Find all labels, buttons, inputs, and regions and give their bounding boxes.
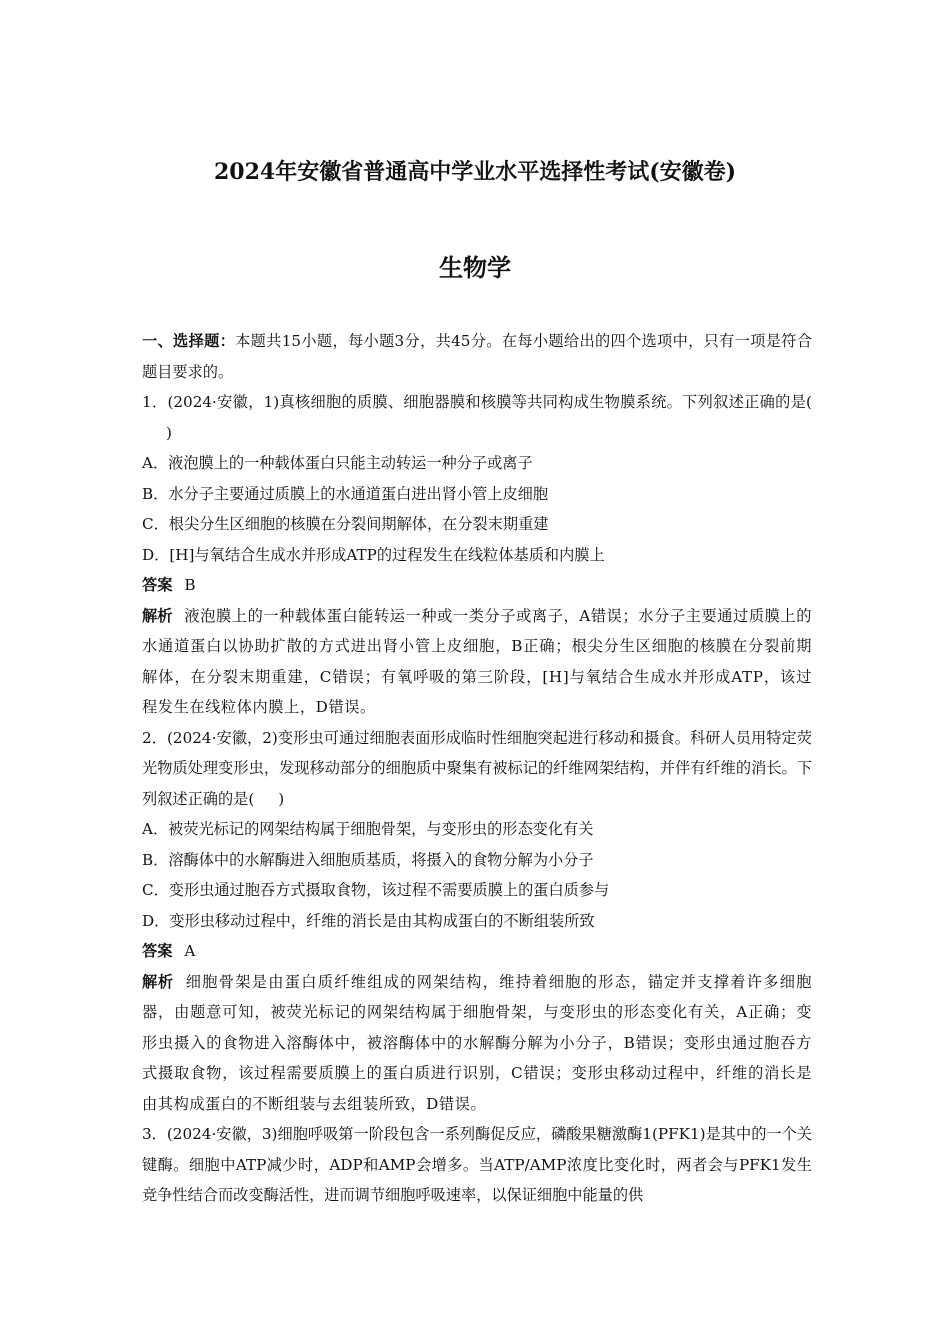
explanation-label: 解析 xyxy=(142,606,173,625)
answer-label: 答案 xyxy=(142,942,173,960)
explanation-label: 解析 xyxy=(142,972,174,991)
explanation-text: 液泡膜上的一种载体蛋白能转运一种或一类分子或离子，A错误；水分子主要通过质膜上的水通道蛋白以协助扩散的方式进出肾小管上皮细胞，B正确；根尖分生区细胞的核膜在分裂前期解体，在分裂末期重建，C错误；有氧呼吸的第三阶段，[H]与氧结合生成水并形成ATP，该过程发生在线粒体内膜上，D错误。 xyxy=(142,606,813,716)
answer-line xyxy=(142,936,812,967)
question-3 xyxy=(142,1119,812,1211)
option-b: B．溶酶体中的水解酶进入细胞质基质，将摄入的食物分解为小分子 xyxy=(142,850,594,869)
option-b: B．水分子主要通过质膜上的水通道蛋白进出肾小管上皮细胞 xyxy=(142,484,549,503)
section-heading xyxy=(142,326,812,387)
option-c: C．变形虫通过胞吞方式摄取食物，该过程不需要质膜上的蛋白质参与 xyxy=(142,881,610,899)
question-2 xyxy=(142,723,812,1120)
explanation xyxy=(142,967,812,1120)
option-c: C．根尖分生区细胞的核膜在分裂间期解体，在分裂末期重建 xyxy=(142,515,549,533)
subject-title: 生物学 xyxy=(439,253,511,282)
answer-label: 答案 xyxy=(142,576,173,594)
option-a: A．液泡膜上的一种载体蛋白只能主动转运一种分子或离子 xyxy=(142,454,533,472)
option-a: A．被荧光标记的网架结构属于细胞骨架，与变形虫的形态变化有关 xyxy=(142,820,594,838)
question-stem: 2．(2024·安徽，2)变形虫可通过细胞表面形成临时性细胞突起进行移动和摄食。科研人员用特定荧光物质处理变形虫，发现移动部分的细胞质中聚集有被标记的纤维网架结构，并伴有纤维的消长。下列叙述正确的是( ) xyxy=(142,728,812,808)
answer-value: A xyxy=(184,942,196,960)
answer-line xyxy=(142,570,812,601)
question-1 xyxy=(142,387,812,723)
answer-value: B xyxy=(184,576,196,594)
section-label: 一、选择题： xyxy=(142,332,236,350)
section-instructions: 本题共15小题，每小题3分，共45分。在每小题给出的四个选项中，只有一项是符合题目要求的。 xyxy=(142,332,812,381)
explanation xyxy=(142,601,812,723)
question-stem: 1．(2024·安徽，1)真核细胞的质膜、细胞器膜和核膜等共同构成生物膜系统。下列叙述正确的是() xyxy=(142,393,812,442)
question-stem: 3．(2024·安徽，3)细胞呼吸第一阶段包含一系列酶促反应，磷酸果糖激酶1(PFK1)是其中的一个关键酶。细胞中ATP减少时，ADP和AMP会增多。当ATP/AMP浓度比变化时，两者会与PFK1发生竞争性结合而改变酶活性，进而调节细胞呼吸速率，以保证细胞中能量的供 xyxy=(142,1125,812,1204)
option-d: D．变形虫移动过程中，纤维的消长是由其构成蛋白的不断组装所致 xyxy=(142,911,595,930)
option-d: D．[H]与氧结合生成水并形成ATP的过程发生在线粒体基质和内膜上 xyxy=(142,545,605,564)
page-title: 2024年安徽省普通高中学业水平选择性考试(安徽卷) xyxy=(213,159,737,185)
exam-content xyxy=(142,326,812,1211)
explanation-text: 细胞骨架是由蛋白质纤维组成的网架结构，维持着细胞的形态，锚定并支撑着许多细胞器，由题意可知，被荧光标记的网架结构属于细胞骨架，与变形虫的形态变化有关，A正确；变形虫摄入的食物进入溶酶体中，被溶酶体中的水解酶分解为小分子，B错误；变形虫通过胞吞方式摄取食物，该过程需要质膜上的蛋白质进行识别，C错误；变形虫移动过程中，纤维的消长是由其构成蛋白的不断组装与去组装所致，D错误。 xyxy=(142,972,812,1113)
